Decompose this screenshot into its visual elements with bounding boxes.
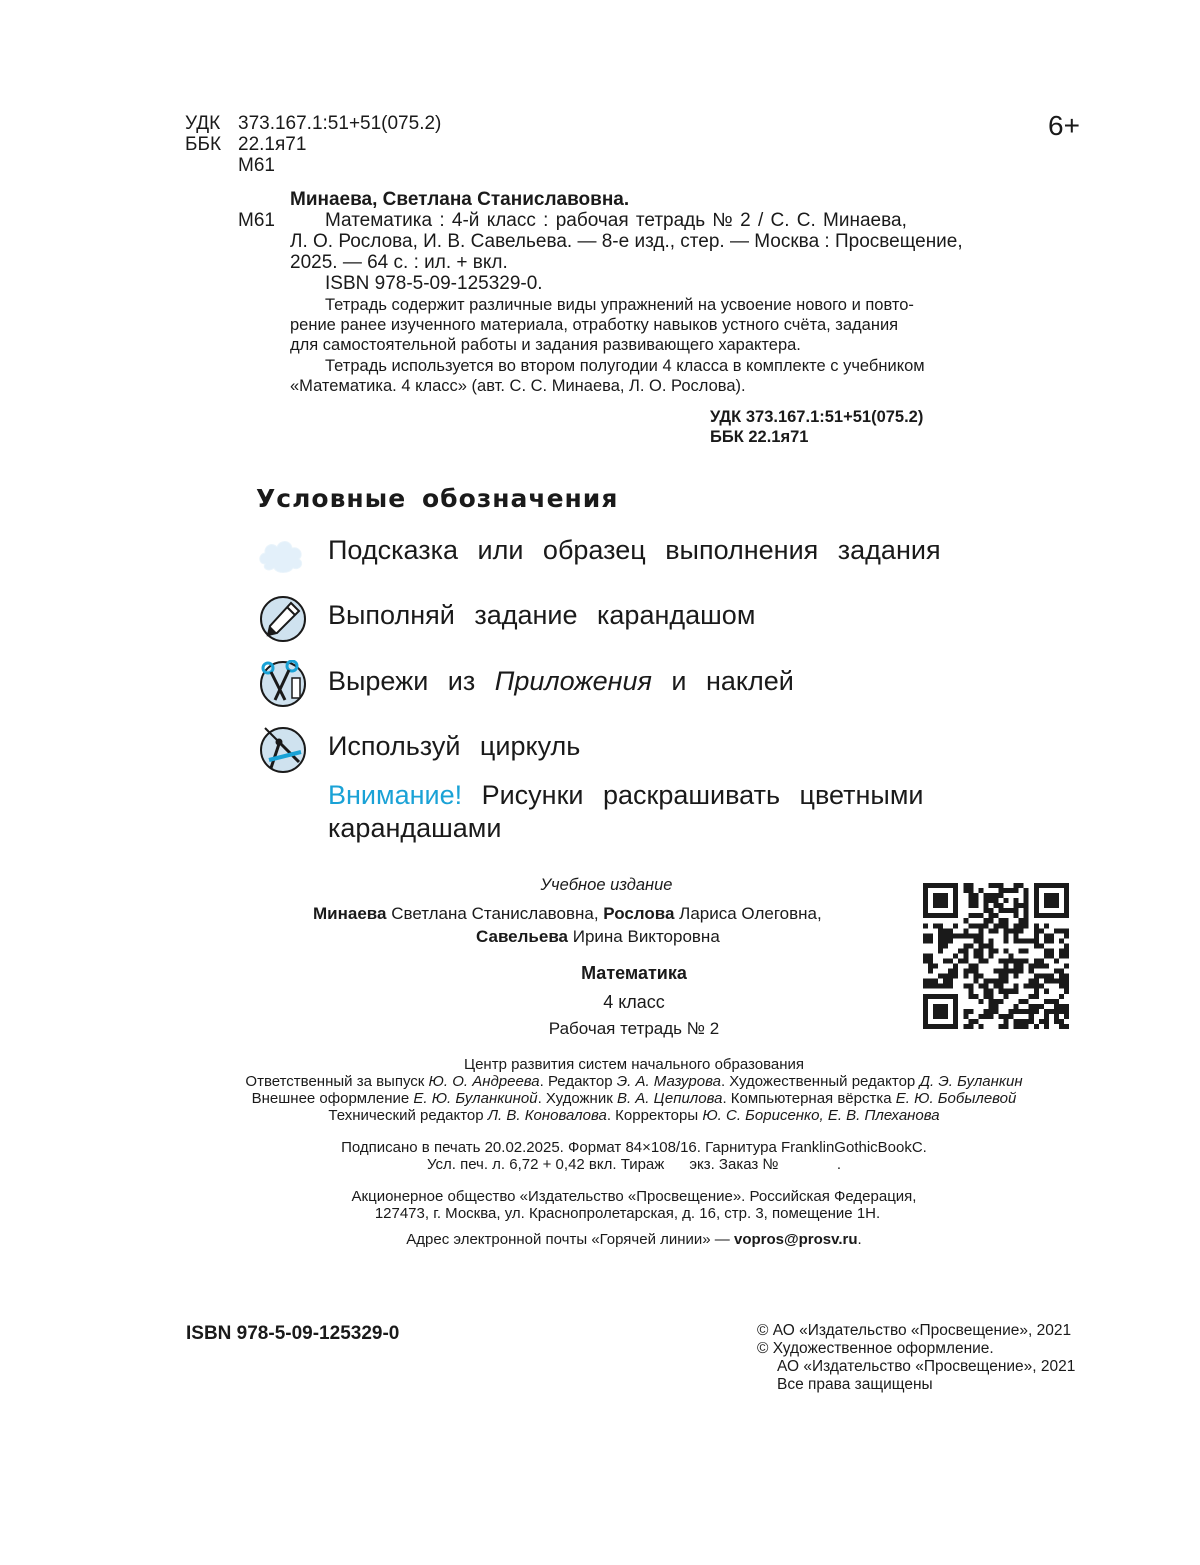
biblio-desc: Тетрадь используется во втором полугодии 4 класса в комплекте с учебником — [325, 357, 925, 375]
staff-name: Ю. С. Борисенко, Е. В. Плеханова — [702, 1107, 940, 1124]
staff-role: Внешнее оформление — [251, 1090, 414, 1107]
staff-role: . Компьютерная вёрстка — [722, 1090, 896, 1107]
legend-item-hint: Подсказка или образец выполнения задания — [328, 535, 941, 565]
udk-bold: УДК 373.167.1:51+51(075.2) — [710, 408, 924, 426]
footer-isbn: ISBN 978-5-09-125329-0 — [186, 1323, 400, 1344]
email-line — [0, 1230, 1200, 1249]
staff-role: . Художественный редактор — [720, 1073, 920, 1090]
copyright-3: АО «Издательство «Просвещение», 2021 — [777, 1358, 1076, 1375]
staff-role: . Художник — [537, 1090, 617, 1107]
copyright-1: © АО «Издательство «Просвещение», 2021 — [757, 1322, 1072, 1339]
author-surname: Рослова — [603, 904, 675, 923]
email-prefix: Адрес электронной почты «Горячей линии» — — [406, 1231, 734, 1248]
imprint-book: Рабочая тетрадь № 2 — [548, 1019, 720, 1038]
bbk-value: 22.1я71 — [238, 134, 307, 155]
pencil-icon — [259, 595, 307, 643]
author-surname: Савельева — [476, 927, 569, 946]
udk-value: 373.167.1:51+51(075.2) — [238, 113, 442, 134]
staff-name: Л. В. Коновалова — [487, 1107, 607, 1124]
biblio-desc: для самостоятельной работы и задания развивающего характера. — [290, 336, 801, 354]
attention-line — [328, 780, 923, 811]
print-info-1: Подписано в печать 20.02.2025. Формат 84×108/16. Гарнитура FranklinGothicBookC. — [341, 1139, 927, 1156]
cloud-icon — [257, 530, 305, 578]
edition-type: Учебное издание — [540, 876, 673, 894]
imprint-center: Центр развития систем начального образования — [463, 1056, 804, 1073]
staff-name: Е. Ю. Буланкиной — [413, 1090, 538, 1107]
udk-label: УДК — [185, 113, 221, 134]
author-heading: Минаева, Светлана Станиславовна. — [290, 189, 630, 210]
legend-cut-after: и наклей — [651, 666, 794, 696]
staff-role: Ответственный за выпуск — [245, 1073, 429, 1090]
legend-cut-before: Вырежи из — [328, 666, 495, 696]
staff-role: . Редактор — [539, 1073, 617, 1090]
biblio-line: Л. О. Рослова, И. В. Савельева. — 8-е изд., стер. — Москва : Просвещение, — [290, 231, 963, 252]
email-suffix: . — [857, 1231, 862, 1248]
biblio-desc: рение ранее изученного материала, отработку навыков устного счёта, задания — [290, 316, 899, 334]
imprint-staff-3 — [0, 1106, 1200, 1125]
publisher-line-1: Акционерное общество «Издательство «Просвещение». Российская Федерация, — [351, 1188, 917, 1205]
authors-line-2 — [476, 927, 720, 947]
attention-text: Рисунки раскрашивать цветными — [462, 780, 924, 810]
legend-item-cut — [328, 666, 794, 697]
author-name: Лариса Олеговна, — [674, 904, 822, 923]
legend-item-pencil: Выполняй задание карандашом — [328, 600, 756, 630]
staff-name: Е. Ю. Бобылевой — [895, 1090, 1017, 1107]
print-info-2: Усл. печ. л. 6,72 + 0,42 вкл. Тираж экз. Заказ № . — [426, 1156, 842, 1173]
compass-icon — [259, 726, 307, 774]
staff-name: В. А. Цепилова — [616, 1090, 723, 1107]
biblio-isbn: ISBN 978-5-09-125329-0. — [325, 273, 543, 294]
author-code: М61 — [238, 155, 275, 176]
legend-title: Условные обозначения — [256, 484, 619, 513]
legend-cut-italic: Приложения — [494, 666, 652, 696]
qr-code — [923, 883, 1069, 1029]
staff-name: Ю. О. Андреева — [428, 1073, 540, 1090]
staff-role: Технический редактор — [328, 1107, 488, 1124]
imprint-grade: 4 класс — [603, 992, 665, 1012]
authors-line-1 — [313, 904, 822, 924]
biblio-line: 2025. — 64 с. : ил. + вкл. — [290, 252, 508, 273]
imprint-subject: Математика — [581, 963, 687, 983]
publisher-line-2: 127473, г. Москва, ул. Краснопролетарская, д. 16, стр. 3, помещение 1Н. — [374, 1205, 881, 1222]
attention-line-2: карандашами — [328, 813, 502, 843]
staff-name: Э. А. Мазурова — [616, 1073, 721, 1090]
biblio-line: Математика : 4-й класс : рабочая тетрадь № 2 / С. С. Минаева, — [325, 210, 907, 231]
bbk-bold: ББК 22.1я71 — [710, 428, 809, 446]
biblio-code: М61 — [238, 210, 275, 231]
author-name: Ирина Викторовна — [568, 927, 720, 946]
email-address: vopros@prosv.ru — [733, 1231, 858, 1248]
author-name: Светлана Станиславовна, — [386, 904, 604, 923]
bbk-label: ББК — [185, 134, 222, 155]
staff-role: . Корректоры — [606, 1107, 703, 1124]
copyright-2: © Художественное оформление. — [757, 1340, 994, 1357]
age-rating: 6+ — [1048, 110, 1080, 141]
copyright-4: Все права защищены — [777, 1376, 933, 1393]
scissors-icon — [259, 660, 307, 708]
staff-name: Д. Э. Буланкин — [919, 1073, 1023, 1090]
legend-item-compass: Используй циркуль — [328, 731, 581, 761]
attention-word: Внимание! — [328, 780, 463, 810]
author-surname: Минаева — [313, 904, 387, 923]
biblio-desc: «Математика. 4 класс» (авт. С. С. Минаева, Л. О. Рослова). — [290, 377, 746, 395]
biblio-desc: Тетрадь содержит различные виды упражнений на усвоение нового и повто- — [325, 296, 914, 314]
